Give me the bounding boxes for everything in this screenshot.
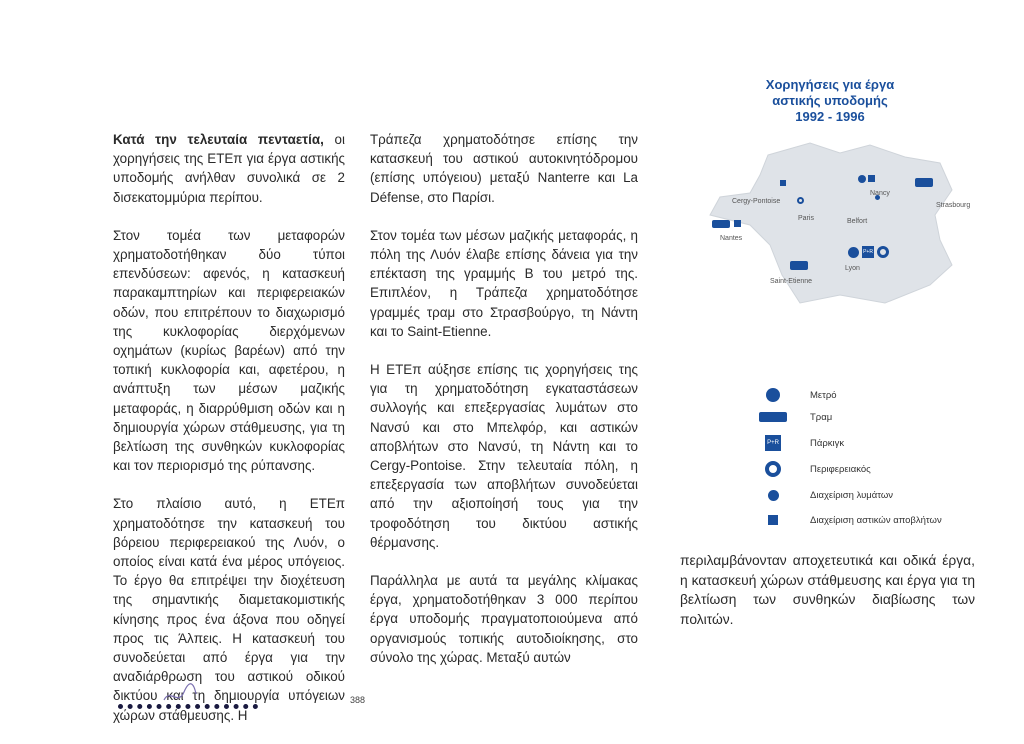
sidebar-title — [720, 77, 940, 125]
metro-icon — [848, 247, 859, 258]
paragraph: περιλαμβάνονταν αποχετευτικά και οδικά έργα, η κατασκευή χώρων στάθμευσης και έργα για τη βελτίωση των συνθηκών διαβίωσης των πολιτών. — [680, 553, 975, 627]
paragraph: Στον τομέα των μεταφορών χρηματοδοτήθηκαν δύο τύποι επενδύσεων: αφενός, η κατασκευή παρακαμπτηρίων και περιφερειακών οδών, που επιτρέπουν το διαχωρισμό της κυκλοφορίας διερχόμενων οχημάτων (κυρίως βαρέων) από την τοπική κυκλοφορία και, αφετέρου, η ανάπτυξη των μέσων μαζικής μεταφοράς, η διαρρύθμιση οδών και η δημιουργία χώρων στάθμευσης, για τη βελτίωση της συνθηκών κυκλοφορίας και τον περιορισμό της ρύπανσης. — [113, 227, 345, 474]
legend-item — [758, 385, 837, 405]
urban-waste-icon — [868, 175, 875, 182]
text-column-2 — [370, 130, 638, 686]
legend-label: Μετρό — [810, 389, 837, 401]
legend-item — [758, 485, 893, 505]
legend-item — [758, 459, 871, 479]
city-label: Nantes — [720, 235, 743, 242]
legend-label: Πάρκιγκ — [810, 437, 845, 449]
ring-road-icon — [797, 197, 804, 204]
ring-road-icon — [877, 246, 889, 258]
paragraph-text: οι χορηγήσεις της ΕΤΕπ για έργα αστικής υποδομής ανήλθαν συνολικά σε 2 δισεκατομμύρια περίπου. — [113, 132, 345, 205]
legend-item — [758, 407, 832, 427]
legend-label: Περιφερειακός — [810, 463, 871, 475]
legend-item — [758, 510, 942, 530]
parking-icon: P+R — [765, 435, 781, 451]
wastewater-icon — [858, 175, 866, 183]
metro-icon — [766, 388, 780, 402]
tram-icon — [790, 261, 808, 270]
title-line: Χορηγήσεις για έργα — [765, 77, 895, 92]
page-number: 388 — [350, 695, 366, 705]
city-label: Saint-Etienne — [770, 278, 813, 285]
legend-item — [758, 433, 844, 453]
legend-label: Τραμ — [810, 411, 833, 423]
urban-waste-icon — [768, 515, 778, 525]
title-line: αστικής υποδομής — [772, 93, 888, 108]
legend-label: Διαχείριση αστικών αποβλήτων — [810, 514, 942, 526]
city-label: Paris — [798, 215, 814, 222]
text-column-3 — [680, 551, 975, 648]
wastewater-icon — [768, 490, 779, 501]
france-map — [690, 135, 980, 310]
city-label: Strasbourg — [936, 202, 971, 209]
tram-icon — [759, 412, 787, 422]
paragraph: Στο πλαίσιο αυτό, η ΕΤΕπ χρηματοδότησε την κατασκευή του βόρειου περιφερειακού της Λυόν, ο οποίος είναι κατά ένα μέρος υπόγειος. Το έργο θα επιτρέψει την διοχέτευση της σημαντικής διαμετακομιστικής κίνησης προς ένα άξονα που οδηγεί προς τις Άλπεις. Η κατασκευή του συνοδεύεται από έργα για την αναδιάρθρωση του αστικού οδικού δικτύου και τη δημιουργία υπόγειων χώρων στάθμευσης. Η — [113, 496, 345, 723]
footer-decoration — [118, 704, 258, 714]
lead-phrase: Κατά την τελευταία πενταετία, — [113, 132, 324, 147]
urban-waste-icon — [734, 220, 741, 227]
parking-icon: P+R — [862, 246, 874, 258]
legend-label: Διαχείριση λυμάτων — [810, 489, 894, 501]
ring-road-icon — [765, 461, 781, 477]
title-years: 1992 - 1996 — [795, 109, 865, 124]
tram-icon — [712, 220, 730, 228]
paragraph: Στον τομέα των μέσων μαζικής μεταφοράς, η πόλη της Λυόν έλαβε επίσης δάνεια για την επέκταση της γραμμής Β του μετρό της. Επιπλέον, η Τράπεζα χρηματοδότησε γραμμές τραμ στο Στρασβούργο, τη Νάντη και το Saint-Etienne. — [370, 227, 638, 339]
paragraph: Παράλληλα με αυτά τα μεγάλης κλίμακας έργα, χρηματοδοτήθηκαν 3 000 περίπου έργα υποδομής πραγματοποιούμενα από οργανισμούς τοπικής αυτοδιοίκησης, στο σύνολο της χώρας. Μεταξύ αυτών — [370, 573, 638, 665]
paragraph: Η ΕΤΕπ αύξησε επίσης τις χορηγήσεις της για τη χρηματοδότηση εγκαταστάσεων συλλογής και επεξεργασίας λυμάτων στο Νανσύ και στο Μπελφόρ, και αστικών αποβλήτων στο Νανσύ, τη Νάντη και το Cergy-Pontoise. Στην τελευταία πόλη, η επεξεργασία των αποβλήτων συνοδεύεται από την αξιοποίησή τους για την τροφοδότηση του δικτύου αστικής θέρμανσης. — [370, 362, 638, 550]
urban-waste-icon — [780, 180, 786, 186]
text-column-1 — [113, 130, 345, 744]
city-label: Lyon — [845, 265, 860, 272]
paragraph — [113, 130, 345, 207]
city-label: Nancy — [870, 190, 890, 197]
city-label: Cergy-Pontoise — [732, 198, 781, 205]
city-label: Belfort — [847, 218, 868, 225]
tram-icon — [915, 178, 933, 187]
paragraph: Τράπεζα χρηματοδότησε επίσης την κατασκευή του αστικού αυτοκινητόδρομου (επίσης υπόγειου) μεταξύ Nanterre και La Défense, στο Παρίσι. — [370, 132, 638, 205]
